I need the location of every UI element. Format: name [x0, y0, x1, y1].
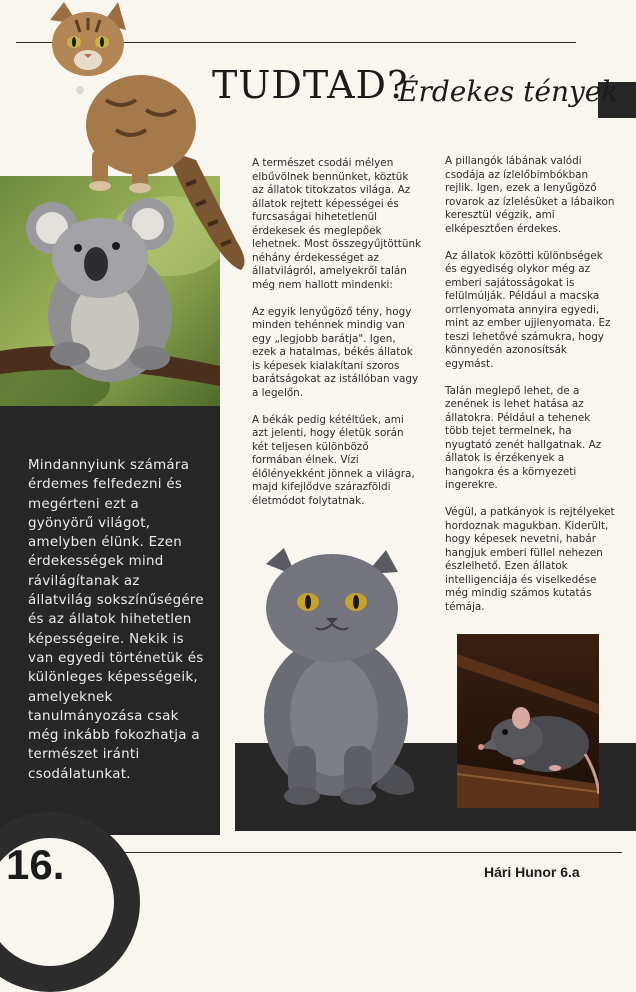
paragraph: Az állatok közötti különbségek és egyediség olykor még az emberi sajátosságokat is felülmúlják. Például a macska orrlenyomata annyira egyedi, mint az ember ujjlenyomata. Ez teszi lehetővé számukra, hogy könnyedén azonosítsák egymást.	[445, 249, 611, 370]
paragraph: Az egyik lenyűgöző tény, hogy minden tehénnek mindig van egy „legjobb barátja". Igen, ezek a hatalmas, békés állatok is képesek kialakítani szoros barátságokat az istállóban vagy a legelőn.	[252, 305, 419, 399]
text-column-1	[252, 157, 422, 522]
page-title: TUDTAD?	[212, 63, 409, 107]
tabby-cat-photo	[36, 0, 250, 280]
paragraph: A békák pedig kétéltűek, ami azt jelenti, hogy életük során két teljesen különböző formában élnek. Vízi élőlényekként jönnek a világra, majd kifejlődve szárazföldi életmódot folytatnak.	[252, 413, 415, 507]
paragraph: Végül, a patkányok is rejtélyeket hordoznak magukban. Kiderült, hogy képesek nevetni, habár hangjuk emberi füllel nehezen észlelhető. Ezen állatok intelligenciája és viselkedése még mindig számos kutatás témája.	[445, 506, 615, 613]
text-column-2	[445, 155, 615, 628]
page-number: 16.	[6, 841, 65, 888]
page-subtitle: Érdekes tények	[398, 75, 619, 108]
paragraph: A természet csodái mélyen elbűvölnek bennünket, köztük az állatok titokzatos világa. Az állatok rejtett képességei és furcsaságai hihetetlenül érdekesek és meglepőek lehetnek. Most összegyűjtöttünk néhány érdekességet az állatvilágról, amelyekről talán még nem hallott mindenki:	[252, 157, 422, 291]
page-number-arc	[0, 812, 140, 992]
paragraph: A pillangók lábának valódi csodája az ízlelőbimbókban rejlik. Igen, ezek a lenyűgöző rovarok az ízlelésüket a lábaikon keresztül végzik, ami elképesztően érdekes.	[445, 155, 615, 235]
author-credit: Hári Hunor 6.a	[484, 864, 580, 880]
sidebar-quote: Mindannyiunk számára érdemes felfedezni és megérteni ezt a gyönyörű világot, amelyben élünk. Ezen érdekességek mind rávilágítanak az állatvilág sokszínűségére és az állatok hihetetlen képességeire. Nekik is van egyedi történetük és különleges képességeik, amelyeknek tanulmányozása csak még inkább fokozhatja a természet iránti csodálatunkat.	[28, 458, 204, 782]
british-shorthair-cat-photo	[246, 546, 422, 810]
rat-photo	[457, 634, 599, 808]
bottom-divider	[110, 852, 622, 853]
paragraph: Talán meglepő lehet, de a zenének is lehet hatása az állatokra. Például a tehenek több tejet termelnek, ha nyugtató zenét hallgatnak. Az állatok is érzékenyek a hangokra és a környezeti ingerekre.	[445, 384, 602, 491]
